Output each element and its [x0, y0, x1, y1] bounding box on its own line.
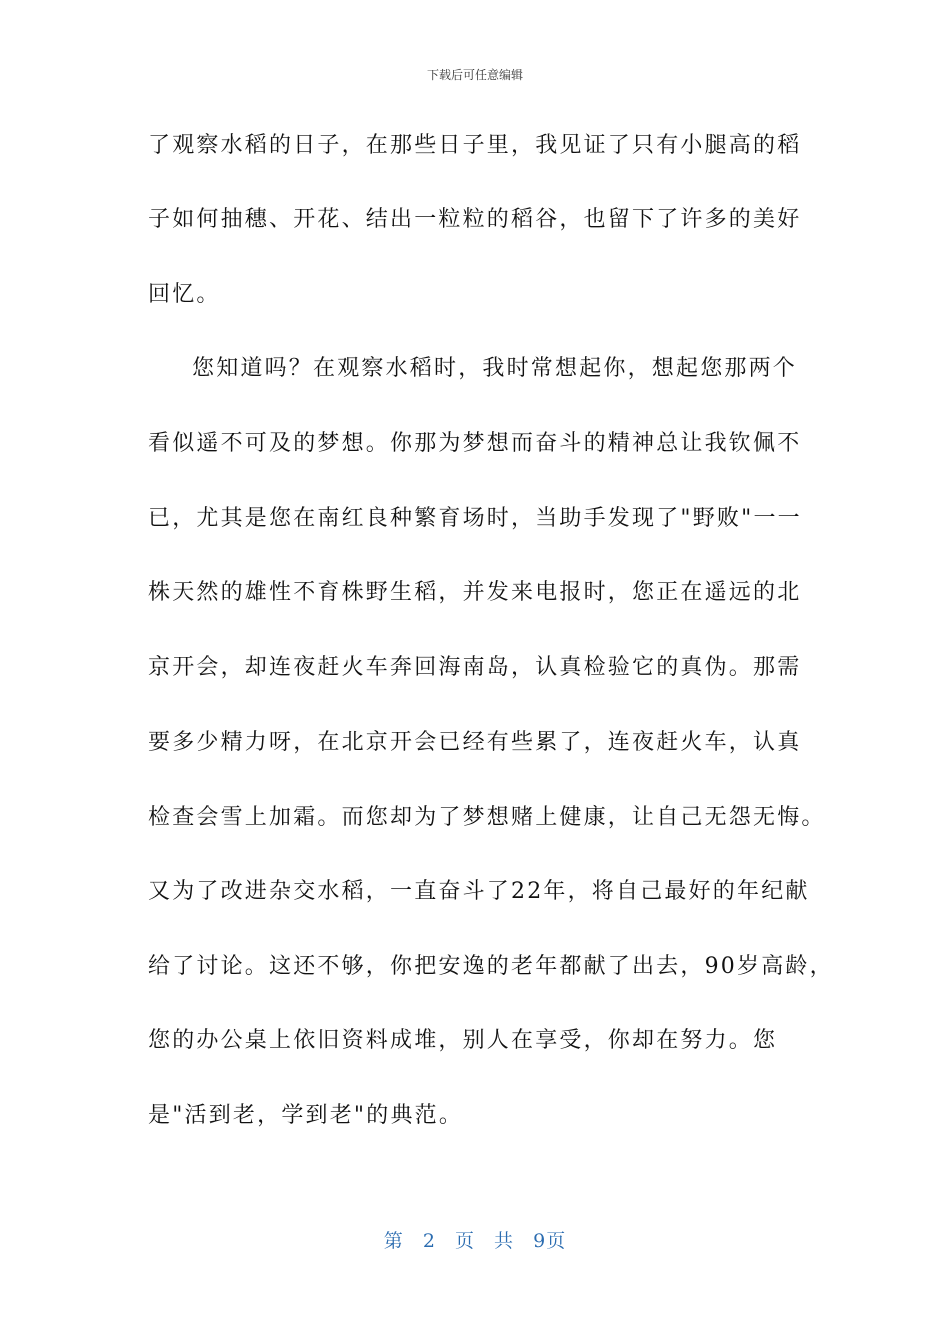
footer-total-pages: 9页 [533, 1230, 567, 1252]
text-line: 京开会，却连夜赶火车奔回海南岛，认真检验它的真伪。那需 [148, 655, 802, 680]
text-line: 给了讨论。这还不够，你把安逸的老年都献了出去，90岁高龄， [148, 954, 834, 979]
text-line: 了观察水稻的日子，在那些日子里，我见证了只有小腿高的稻 [148, 133, 802, 158]
page-footer [0, 1226, 950, 1253]
footer-total-label: 共 [494, 1230, 515, 1252]
footer-prefix: 第 [383, 1230, 404, 1252]
text-line: 您知道吗？在观察水稻时，我时常想起你，想起您那两个 [192, 356, 798, 381]
text-line: 已，尤其是您在南红良种繁育场时，当助手发现了"野败"一一 [148, 506, 802, 531]
footer-page-label: 页 [454, 1230, 475, 1252]
text-line: 子如何抽穗、开花、结出一粒粒的稻谷，也留下了许多的美好 [148, 207, 802, 232]
text-line: 又为了改进杂交水稻，一直奋斗了22年，将自己最好的年纪献 [148, 879, 810, 904]
text-line: 您的办公桌上依旧资料成堆，别人在享受，你却在努力。您 [148, 1028, 778, 1053]
footer-current-page: 2 [422, 1230, 436, 1252]
text-line: 是"活到老，学到老"的典范。 [148, 1103, 464, 1128]
text-line: 株天然的雄性不育株野生稻，并发来电报时，您正在遥远的北 [148, 580, 802, 605]
text-line: 回忆。 [148, 282, 221, 307]
text-line: 看似遥不可及的梦想。你那为梦想而奋斗的精神总让我钦佩不 [148, 431, 802, 456]
text-line: 要多少精力呀，在北京开会已经有些累了，连夜赶火车，认真 [148, 730, 802, 755]
page-header: 下载后可任意编辑 [426, 68, 523, 82]
text-line: 检查会雪上加霜。而您却为了梦想赌上健康，让自己无怨无悔。 [148, 805, 826, 830]
